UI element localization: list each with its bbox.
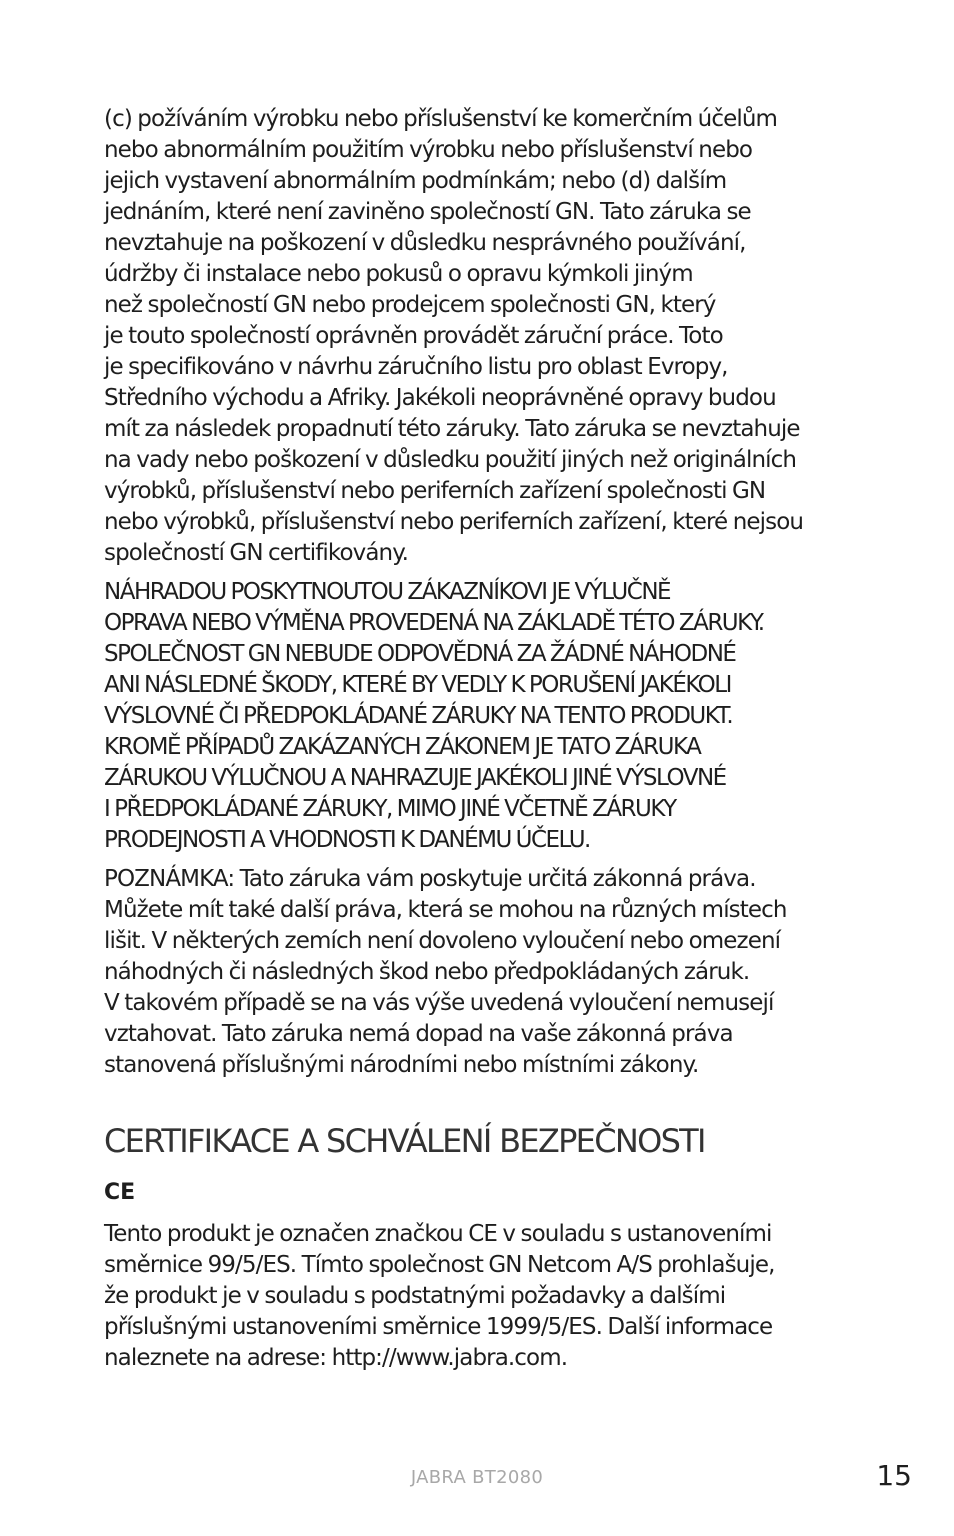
text-line: V takovém případě se na vás výše uvedená vyloučení nemusejí: [104, 990, 774, 1016]
text-line: údržby či instalace nebo pokusů o opravu kýmkoli jiným: [104, 261, 693, 287]
text-line: jednáním, které není zaviněno společností GN. Tato záruka se: [104, 199, 751, 225]
text-line: lišit. V některých zemích není dovoleno vyloučení nebo omezení: [104, 928, 781, 954]
text-line: Středního východu a Afriky. Jakékoli neoprávněné opravy budou: [104, 385, 776, 411]
section-heading: CERTIFIKACE A SCHVÁLENÍ BEZPEČNOSTI: [104, 1122, 705, 1160]
ce-text: [104, 1219, 864, 1374]
text-line: ZÁRUKOU VÝLUČNOU A NAHRAZUJE JAKÉKOLI JINÉ VÝSLOVNÉ: [104, 765, 726, 791]
text-line: jejich vystavení abnormálním podmínkám; nebo (d) dalším: [104, 168, 727, 194]
footer-product-name: JABRA BT2080: [410, 1467, 544, 1488]
text-line: PRODEJNOSTI A VHODNOSTI K DANÉMU ÚČELU.: [104, 827, 590, 853]
text-line: náhodných či následných škod nebo předpokládaných záruk.: [104, 959, 750, 985]
text-line: je specifikováno v návrhu záručního listu pro oblast Evropy,: [104, 354, 728, 380]
text-line: je touto společností oprávněn provádět záruční práce. Toto: [104, 323, 723, 349]
text-line: na vady nebo poškození v důsledku použití jiných než originálních: [104, 447, 797, 473]
text-line: než společností GN nebo prodejcem společnosti GN, který: [104, 292, 716, 318]
text-line: SPOLEČNOST GN NEBUDE ODPOVĚDNÁ ZA ŽÁDNÉ NÁHODNÉ: [104, 641, 736, 667]
text-line: vztahovat. Tato záruka nemá dopad na vaše zákonná práva: [104, 1021, 733, 1047]
text-line: Tento produkt je označen značkou CE v souladu s ustanoveními: [104, 1221, 772, 1247]
text-line: ANI NÁSLEDNÉ ŠKODY, KTERÉ BY VEDLY K PORUŠENÍ JAKÉKOLI: [104, 672, 731, 698]
note-paragraph: [104, 864, 864, 1081]
text-line: naleznete na adrese: http://www.jabra.com.: [104, 1345, 568, 1371]
text-line: nebo výrobků, příslušenství nebo periferních zařízení, které nejsou: [104, 509, 804, 535]
warranty-paragraph: [104, 104, 864, 569]
text-line: výrobků, příslušenství nebo periferních zařízení společnosti GN: [104, 478, 766, 504]
text-line: I PŘEDPOKLÁDANÉ ZÁRUKY, MIMO JINÉ VČETNĚ ZÁRUKY: [104, 796, 676, 822]
text-line: VÝSLOVNÉ ČI PŘEDPOKLÁDANÉ ZÁRUKY NA TENTO PRODUKT.: [104, 703, 733, 729]
ce-paragraph: [104, 1219, 864, 1374]
disclaimer-paragraph: [104, 577, 864, 856]
text-line: mít za následek propadnutí této záruky. Tato záruka se nevztahuje: [104, 416, 800, 442]
text-line: stanovená příslušnými národními nebo místními zákony.: [104, 1052, 699, 1078]
page-number: 15: [876, 1459, 912, 1492]
text-line: příslušnými ustanoveními směrnice 1999/5/ES. Další informace: [104, 1314, 773, 1340]
text-line: (c) požíváním výrobku nebo příslušenství ke komerčním účelům: [104, 106, 778, 132]
text-line: NÁHRADOU POSKYTNOUTOU ZÁKAZNÍKOVI JE VÝLUČNĚ: [104, 579, 671, 605]
text-line: nebo abnormálním použitím výrobku nebo příslušenství nebo: [104, 137, 753, 163]
text-line: nevztahuje na poškození v důsledku nesprávného používání,: [104, 230, 746, 256]
ce-subheading: CE: [104, 1180, 136, 1205]
text-line: OPRAVA NEBO VÝMĚNA PROVEDENÁ NA ZÁKLADĚ TÉTO ZÁRUKY.: [104, 610, 764, 636]
text-line: POZNÁMKA: Tato záruka vám poskytuje určitá zákonná práva.: [104, 866, 756, 892]
text-line: že produkt je v souladu s podstatnými požadavky a dalšími: [104, 1283, 726, 1309]
text-line: směrnice 99/5/ES. Tímto společnost GN Netcom A/S prohlašuje,: [104, 1252, 775, 1278]
text-line: KROMĚ PŘÍPADŮ ZAKÁZANÝCH ZÁKONEM JE TATO ZÁRUKA: [104, 734, 701, 760]
text-line: společností GN certifikovány.: [104, 540, 409, 566]
main-text: [104, 104, 864, 1081]
text-line: Můžete mít také další práva, která se mohou na různých místech: [104, 897, 787, 923]
